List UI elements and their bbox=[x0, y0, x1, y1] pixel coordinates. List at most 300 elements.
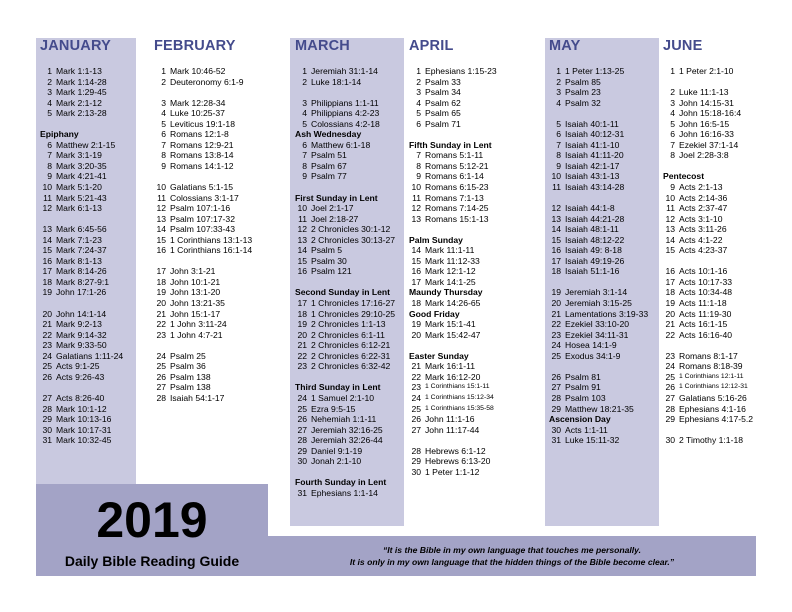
reading-row bbox=[40, 435, 156, 446]
reading-row bbox=[663, 372, 779, 383]
day-number: 23 bbox=[665, 350, 675, 361]
month-heading: APRIL bbox=[409, 38, 454, 54]
scripture-reference: Psalm 25 bbox=[170, 350, 206, 361]
reading-row bbox=[549, 435, 665, 446]
reading-row bbox=[295, 77, 411, 88]
scripture-reference: 1 Chronicles 29:10-25 bbox=[311, 308, 396, 319]
scripture-reference: Mark 6:1-13 bbox=[56, 203, 102, 214]
reading-row bbox=[154, 298, 270, 309]
day-number: 15 bbox=[665, 245, 675, 256]
scripture-reference: Psalm 103 bbox=[565, 392, 606, 403]
day-number: 30 bbox=[551, 424, 561, 435]
day-number: 18 bbox=[551, 266, 561, 277]
spacer bbox=[40, 214, 156, 225]
day-number: 11 bbox=[412, 192, 421, 203]
scripture-reference: Psalm 107:33-43 bbox=[170, 224, 235, 235]
reading-row bbox=[409, 425, 525, 436]
reading-row bbox=[409, 98, 525, 109]
scripture-reference: Ezekiel 37:1-14 bbox=[679, 139, 739, 150]
reading-row bbox=[663, 203, 779, 214]
day-number: 15 bbox=[156, 234, 166, 245]
day-number: 12 bbox=[411, 203, 421, 214]
scripture-reference: Lamentations 3:19-33 bbox=[565, 308, 649, 319]
day-number: 31 bbox=[297, 487, 307, 498]
day-number: 22 bbox=[156, 319, 166, 330]
scripture-reference: Psalm 138 bbox=[170, 382, 211, 393]
day-number: 5 bbox=[670, 118, 675, 129]
spacer bbox=[663, 161, 779, 172]
scripture-reference: John 11:17-44 bbox=[425, 424, 480, 435]
spacer bbox=[295, 372, 411, 383]
scripture-reference: Romans 7:1-13 bbox=[425, 192, 484, 203]
reading-row bbox=[663, 435, 779, 446]
scripture-reference: 1 Corinthians 13:1-13 bbox=[170, 234, 253, 245]
day-number: 5 bbox=[47, 108, 52, 119]
scripture-reference: Romans 15:1-13 bbox=[425, 213, 489, 224]
scripture-reference: Mark 12:28-34 bbox=[170, 97, 226, 108]
reading-row bbox=[663, 351, 779, 362]
reading-row bbox=[40, 309, 156, 320]
scripture-reference: Acts 2:37-47 bbox=[679, 203, 728, 214]
scripture-reference: Acts 4:1-22 bbox=[679, 234, 723, 245]
reading-row bbox=[663, 119, 779, 130]
day-number: 26 bbox=[411, 414, 421, 425]
day-number: 4 bbox=[556, 97, 561, 108]
day-number: 29 bbox=[297, 445, 307, 456]
scripture-reference: Ezra 9:5-15 bbox=[311, 403, 356, 414]
day-number: 25 bbox=[551, 350, 561, 361]
day-number: 12 bbox=[42, 203, 52, 214]
scripture-reference: John 11:1-16 bbox=[425, 414, 475, 425]
day-number: 19 bbox=[42, 287, 52, 298]
day-number: 15 bbox=[297, 255, 307, 266]
day-number: 1 bbox=[47, 66, 52, 76]
day-number: 13 bbox=[156, 213, 166, 224]
scripture-reference: John 13:1-20 bbox=[170, 287, 221, 298]
scripture-reference: Colossians 4:2-18 bbox=[311, 118, 380, 129]
scripture-reference: Mark 10:13-16 bbox=[56, 414, 112, 425]
day-number: 14 bbox=[551, 224, 561, 235]
spacer bbox=[549, 277, 665, 288]
reading-row bbox=[409, 66, 525, 77]
scripture-reference: Psalm 85 bbox=[565, 76, 601, 87]
day-number: 26 bbox=[156, 371, 166, 382]
reading-row bbox=[154, 235, 270, 246]
day-number: 14 bbox=[411, 245, 421, 256]
reading-row bbox=[549, 287, 665, 298]
reading-row bbox=[40, 182, 156, 193]
scripture-reference: Ephesians 1:15-23 bbox=[425, 66, 497, 76]
reading-row bbox=[154, 393, 270, 404]
reading-row bbox=[40, 203, 156, 214]
day-number: 19 bbox=[665, 298, 675, 309]
day-number: 6 bbox=[302, 139, 307, 150]
scripture-reference: 2 Chronicles 6:22-31 bbox=[311, 350, 391, 361]
scripture-reference: Acts 16:1-15 bbox=[679, 319, 728, 330]
day-number: 26 bbox=[297, 414, 307, 425]
reading-row bbox=[409, 372, 525, 383]
scripture-reference: Romans 6:15-23 bbox=[425, 182, 489, 193]
reading-row bbox=[40, 98, 156, 109]
day-number: 25 bbox=[411, 403, 421, 414]
scripture-reference: Philippians 4:2-23 bbox=[311, 108, 380, 119]
month-heading: JANUARY bbox=[40, 38, 111, 54]
reading-row bbox=[295, 319, 411, 330]
scripture-reference: Philippians 1:1-11 bbox=[311, 97, 379, 108]
scripture-reference: 1 Corinthians 12:12-31 bbox=[679, 383, 748, 391]
scripture-reference: Joel 2:18-27 bbox=[311, 213, 359, 224]
reading-row bbox=[295, 446, 411, 457]
day-number: 23 bbox=[551, 329, 561, 340]
reading-row bbox=[663, 361, 779, 372]
scripture-reference: 1 Corinthians 15:12-34 bbox=[425, 393, 494, 401]
day-number: 24 bbox=[411, 392, 421, 403]
day-number: 18 bbox=[411, 298, 421, 309]
quote-line-2: It is only in my own language that the hidden things of the Bible become clear.” bbox=[349, 557, 675, 567]
spacer bbox=[663, 340, 779, 351]
reading-row bbox=[40, 404, 156, 415]
scripture-reference: 2 Chronicles 6:32-42 bbox=[311, 361, 391, 372]
scripture-reference: Mark 5:21-43 bbox=[56, 192, 107, 203]
reading-row bbox=[40, 414, 156, 425]
reading-row bbox=[549, 140, 665, 151]
month-heading: FEBRUARY bbox=[154, 38, 236, 54]
reading-row bbox=[663, 330, 779, 341]
day-number: 23 bbox=[156, 329, 166, 340]
reading-row bbox=[409, 150, 525, 161]
day-number: 17 bbox=[156, 266, 166, 277]
day-number: 20 bbox=[551, 298, 561, 309]
reading-row bbox=[40, 140, 156, 151]
scripture-reference: Mark 15:1-41 bbox=[425, 319, 476, 330]
day-number: 21 bbox=[665, 319, 675, 330]
scripture-reference: Romans 8:18-39 bbox=[679, 361, 743, 372]
day-number: 21 bbox=[156, 308, 166, 319]
day-number: 16 bbox=[156, 245, 166, 256]
reading-row bbox=[154, 203, 270, 214]
reading-row bbox=[409, 119, 525, 130]
scripture-reference: Isaiah 41:1-10 bbox=[565, 139, 620, 150]
scripture-reference: Isaiah 44:1-8 bbox=[565, 203, 615, 214]
day-number: 4 bbox=[302, 108, 307, 119]
scripture-reference: John 13:21-35 bbox=[170, 298, 225, 309]
scripture-reference: Mark 16:1-11 bbox=[425, 361, 475, 372]
scripture-reference: Romans 12:1-8 bbox=[170, 129, 229, 140]
reading-row bbox=[40, 66, 156, 77]
reading-row bbox=[549, 224, 665, 235]
reading-row bbox=[663, 66, 779, 77]
reading-row bbox=[154, 319, 270, 330]
scripture-reference: Mark 7:24-37 bbox=[56, 245, 107, 256]
day-number: 13 bbox=[411, 213, 421, 224]
day-number: 22 bbox=[551, 319, 561, 330]
scripture-reference: Psalm 33 bbox=[425, 76, 461, 87]
day-number: 7 bbox=[556, 139, 561, 150]
reading-row bbox=[295, 66, 411, 77]
reading-row bbox=[40, 393, 156, 404]
reading-row bbox=[154, 66, 270, 77]
scripture-reference: Isaiah 42:1-17 bbox=[565, 160, 620, 171]
reading-row bbox=[549, 203, 665, 214]
scripture-reference: Matthew 18:21-35 bbox=[565, 403, 634, 414]
day-number: 7 bbox=[161, 139, 166, 150]
reading-row bbox=[295, 266, 411, 277]
reading-row bbox=[409, 330, 525, 341]
scripture-reference: John 15:1-17 bbox=[170, 308, 221, 319]
day-number: 22 bbox=[411, 371, 421, 382]
day-number: 15 bbox=[42, 245, 52, 256]
month-column-april bbox=[409, 38, 525, 477]
day-number: 28 bbox=[665, 403, 675, 414]
day-number: 13 bbox=[665, 224, 675, 235]
reading-row bbox=[40, 351, 156, 362]
observance-heading: Maundy Thursday bbox=[409, 287, 483, 298]
scripture-reference: Mark 10:32-45 bbox=[56, 435, 112, 446]
day-number: 10 bbox=[551, 171, 561, 182]
scripture-reference: Hebrews 6:13-20 bbox=[425, 456, 491, 467]
scripture-reference: John 16:16-33 bbox=[679, 129, 734, 140]
day-number: 9 bbox=[47, 171, 52, 182]
reading-row bbox=[295, 435, 411, 446]
day-number: 6 bbox=[670, 129, 675, 140]
day-number: 10 bbox=[411, 182, 421, 193]
reading-row bbox=[663, 150, 779, 161]
reading-row bbox=[663, 98, 779, 109]
reading-row bbox=[663, 129, 779, 140]
reading-row bbox=[40, 340, 156, 351]
reading-row bbox=[409, 361, 525, 372]
scripture-reference: 2 Chronicles 1:1-13 bbox=[311, 319, 386, 330]
scripture-reference: 1 Chronicles 17:16-27 bbox=[311, 298, 396, 309]
day-number: 8 bbox=[670, 150, 675, 161]
reading-row bbox=[663, 266, 779, 277]
day-number: 20 bbox=[665, 308, 675, 319]
reading-row bbox=[663, 319, 779, 330]
day-number: 17 bbox=[411, 276, 421, 287]
scripture-reference: Jeremiah 32:26-44 bbox=[311, 435, 383, 446]
reading-row bbox=[549, 351, 665, 362]
scripture-reference: Romans 12:9-21 bbox=[170, 139, 234, 150]
month-column-january bbox=[40, 38, 156, 446]
day-number: 17 bbox=[551, 255, 561, 266]
observance-heading: Third Sunday in Lent bbox=[295, 382, 381, 393]
scripture-reference: Galatians 5:16-26 bbox=[679, 392, 747, 403]
day-number: 28 bbox=[156, 392, 166, 403]
scripture-reference: Mark 10:17-31 bbox=[56, 424, 112, 435]
reading-row bbox=[663, 287, 779, 298]
day-number: 1 bbox=[161, 66, 166, 76]
day-number: 11 bbox=[43, 192, 52, 203]
reading-row bbox=[549, 309, 665, 320]
scripture-reference: Psalm 77 bbox=[311, 171, 347, 182]
day-number: 7 bbox=[302, 150, 307, 161]
scripture-reference: Isaiah 49: 8-18 bbox=[565, 245, 622, 256]
day-number: 14 bbox=[297, 245, 307, 256]
day-number: 20 bbox=[411, 329, 421, 340]
reading-row bbox=[295, 171, 411, 182]
reading-row bbox=[295, 351, 411, 362]
reading-row bbox=[40, 372, 156, 383]
reading-row bbox=[409, 161, 525, 172]
reading-row bbox=[663, 277, 779, 288]
scripture-reference: Hosea 14:1-9 bbox=[565, 340, 617, 351]
day-number: 2 bbox=[302, 76, 307, 87]
month-heading: JUNE bbox=[663, 38, 703, 54]
day-number: 14 bbox=[42, 234, 52, 245]
reading-row bbox=[40, 277, 156, 288]
scripture-reference: Acts 11:1-18 bbox=[679, 298, 727, 309]
day-number: 25 bbox=[665, 371, 675, 382]
scripture-reference: Ephesians 4:17-5.2 bbox=[679, 414, 754, 425]
scripture-reference: 1 Corinthians 15:1-11 bbox=[425, 383, 490, 391]
reading-row bbox=[549, 129, 665, 140]
day-number: 12 bbox=[551, 203, 561, 214]
reading-row bbox=[154, 140, 270, 151]
scripture-reference: 1 Peter 1:1-12 bbox=[425, 466, 480, 477]
scripture-reference: Galatians 1:11-24 bbox=[56, 350, 124, 361]
day-number: 29 bbox=[665, 414, 675, 425]
day-number: 6 bbox=[47, 139, 52, 150]
day-number: 5 bbox=[416, 108, 421, 119]
day-number: 18 bbox=[42, 276, 52, 287]
scripture-reference: Isaiah 44:21-28 bbox=[565, 213, 625, 224]
day-number: 2 bbox=[670, 87, 675, 98]
reading-row bbox=[663, 140, 779, 151]
scripture-reference: Ezekiel 33:10-20 bbox=[565, 319, 630, 330]
scripture-reference: Acts 1:1-11 bbox=[565, 424, 608, 435]
reading-row bbox=[549, 340, 665, 351]
day-number: 9 bbox=[416, 171, 421, 182]
year-title: 2019 bbox=[96, 492, 208, 548]
spacer bbox=[295, 277, 411, 288]
reading-row bbox=[154, 330, 270, 341]
scripture-reference: Acts 10:34-48 bbox=[679, 287, 733, 298]
reading-row bbox=[154, 266, 270, 277]
reading-row bbox=[295, 414, 411, 425]
scripture-reference: Psalm 32 bbox=[565, 97, 601, 108]
reading-row bbox=[295, 456, 411, 467]
scripture-reference: Acts 3:1-10 bbox=[679, 213, 723, 224]
scripture-reference: Acts 16:16-40 bbox=[679, 329, 733, 340]
reading-row bbox=[295, 340, 411, 351]
day-number: 1 bbox=[556, 66, 561, 76]
spacer bbox=[663, 77, 779, 88]
day-number: 15 bbox=[551, 234, 561, 245]
reading-row bbox=[549, 382, 665, 393]
reading-row bbox=[295, 404, 411, 415]
scripture-reference: Joel 2:28-3:8 bbox=[679, 150, 729, 161]
scripture-reference: John 14:15-31 bbox=[679, 97, 734, 108]
scripture-reference: Mark 7:1-23 bbox=[56, 234, 102, 245]
day-number: 10 bbox=[297, 203, 307, 214]
month-column-february bbox=[154, 38, 270, 404]
day-number: 10 bbox=[665, 192, 675, 203]
reading-row bbox=[409, 182, 525, 193]
scripture-reference: Mark 8:1-13 bbox=[56, 255, 102, 266]
day-number: 27 bbox=[297, 424, 307, 435]
scripture-reference: Acts 3:11-26 bbox=[679, 224, 727, 235]
reading-row bbox=[663, 393, 779, 404]
reading-row bbox=[295, 298, 411, 309]
day-number: 21 bbox=[42, 319, 52, 330]
scripture-reference: Deuteronomy 6:1-9 bbox=[170, 76, 244, 87]
scripture-reference: Isaiah 51:1-16 bbox=[565, 266, 620, 277]
day-number: 17 bbox=[297, 298, 307, 309]
scripture-reference: Romans 14:1-12 bbox=[170, 160, 234, 171]
reading-row bbox=[549, 330, 665, 341]
scripture-reference: Leviticus 19:1-18 bbox=[170, 118, 235, 129]
day-number: 18 bbox=[297, 308, 307, 319]
reading-row bbox=[154, 129, 270, 140]
scripture-reference: Mark 1:1-13 bbox=[56, 66, 102, 76]
day-number: 3 bbox=[670, 97, 675, 108]
reading-row bbox=[154, 361, 270, 372]
scripture-reference: Isaiah 43:14-28 bbox=[565, 182, 625, 193]
reading-row bbox=[549, 256, 665, 267]
reading-row bbox=[549, 87, 665, 98]
scripture-reference: Jeremiah 3:15-25 bbox=[565, 298, 632, 309]
scripture-reference: Romans 8:1-17 bbox=[679, 350, 738, 361]
reading-row bbox=[154, 98, 270, 109]
reading-row bbox=[409, 277, 525, 288]
reading-row bbox=[295, 224, 411, 235]
spacer bbox=[295, 467, 411, 478]
scripture-reference: Mark 2:13-28 bbox=[56, 108, 107, 119]
day-number: 20 bbox=[156, 298, 166, 309]
reading-row bbox=[663, 108, 779, 119]
day-number: 2 bbox=[47, 76, 52, 87]
reading-row bbox=[40, 256, 156, 267]
month-heading: MAY bbox=[549, 38, 581, 54]
scripture-reference: 1 Peter 2:1-10 bbox=[679, 66, 734, 76]
scripture-reference: 1 Corinthians 16:1-14 bbox=[170, 245, 253, 256]
spacer bbox=[154, 87, 270, 98]
scripture-reference: Luke 15:11-32 bbox=[565, 435, 620, 446]
reading-row bbox=[40, 319, 156, 330]
reading-row bbox=[549, 266, 665, 277]
day-number: 23 bbox=[411, 382, 421, 393]
reading-row bbox=[40, 330, 156, 341]
reading-row bbox=[154, 372, 270, 383]
reading-row bbox=[409, 456, 525, 467]
reading-row bbox=[154, 309, 270, 320]
day-number: 24 bbox=[551, 340, 561, 351]
reading-row bbox=[40, 287, 156, 298]
spacer bbox=[154, 256, 270, 267]
day-number: 28 bbox=[551, 392, 561, 403]
day-number: 6 bbox=[416, 118, 421, 129]
reading-row bbox=[295, 393, 411, 404]
day-number: 16 bbox=[42, 255, 52, 266]
scripture-reference: Galatians 5:1-15 bbox=[170, 182, 234, 193]
scripture-reference: Luke 18:1-14 bbox=[311, 76, 362, 87]
scripture-reference: Mark 2:1-12 bbox=[56, 97, 102, 108]
day-number: 7 bbox=[670, 139, 675, 150]
reading-row bbox=[663, 382, 779, 393]
scripture-reference: Mark 9:2-13 bbox=[56, 319, 102, 330]
reading-row bbox=[40, 224, 156, 235]
reading-row bbox=[295, 161, 411, 172]
reading-row bbox=[549, 98, 665, 109]
day-number: 4 bbox=[416, 97, 421, 108]
day-number: 19 bbox=[551, 287, 561, 298]
day-number: 9 bbox=[161, 160, 166, 171]
observance-heading: First Sunday in Lent bbox=[295, 192, 378, 203]
scripture-reference: Romans 5:1-11 bbox=[425, 150, 484, 161]
reading-row bbox=[40, 361, 156, 372]
day-number: 19 bbox=[411, 319, 421, 330]
reading-row bbox=[409, 393, 525, 404]
